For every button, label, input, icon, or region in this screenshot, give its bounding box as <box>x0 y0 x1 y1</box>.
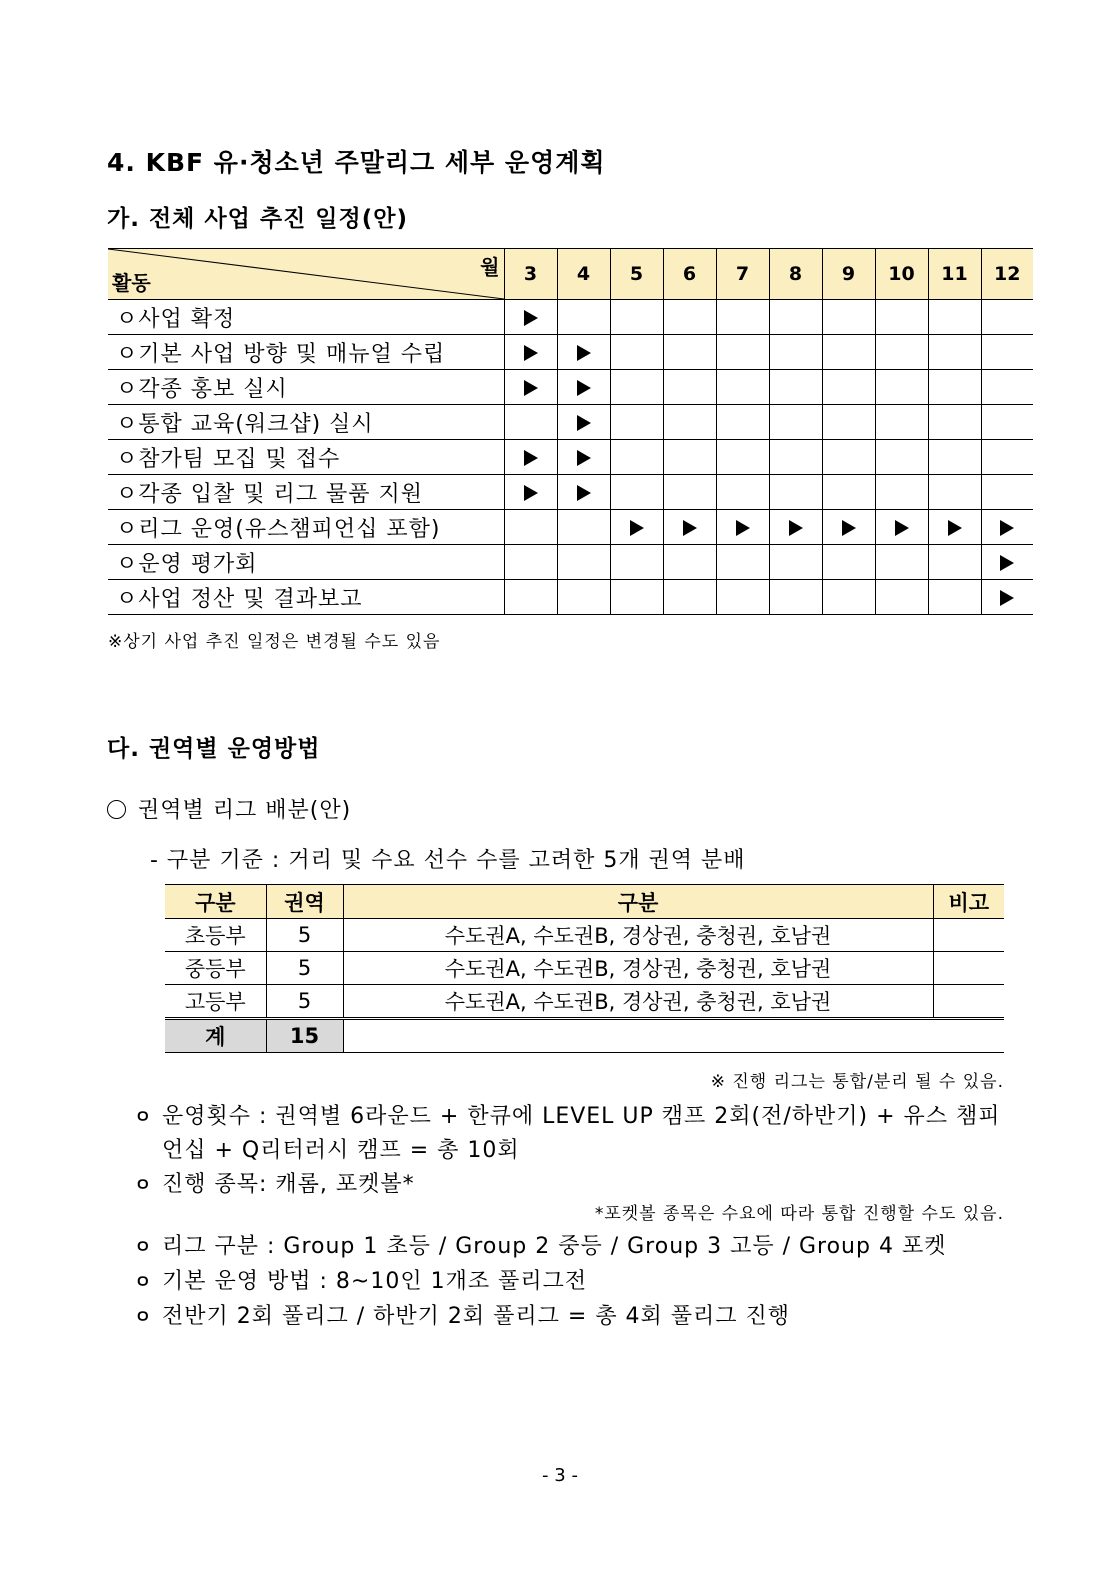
region-total-label: 계 <box>165 1019 266 1053</box>
region-division: 고등부 <box>165 985 266 1019</box>
activity-label: ㅇ기본 사업 방향 및 매뉴얼 수립 <box>108 335 504 370</box>
play-arrow-icon <box>630 520 644 536</box>
schedule-cell <box>504 440 557 475</box>
schedule-cell <box>769 335 822 370</box>
schedule-cell <box>928 510 981 545</box>
schedule-cell <box>610 510 663 545</box>
schedule-cell <box>557 370 610 405</box>
schedule-cell <box>610 475 663 510</box>
schedule-cell <box>822 370 875 405</box>
schedule-cell <box>716 335 769 370</box>
schedule-cell <box>981 335 1033 370</box>
bullet-text: 기본 운영 방법 : 8~10인 1개조 풀리그전 <box>162 1269 588 1294</box>
schedule-row <box>108 475 1033 510</box>
schedule-cell <box>769 510 822 545</box>
schedule-cell <box>610 580 663 615</box>
schedule-cell <box>875 405 928 440</box>
schedule-cell <box>769 300 822 335</box>
bullet-text: 리그 구분 : Group 1 초등 / Group 2 중등 / Group 3 고등 / Group 4 포켓 <box>162 1234 947 1259</box>
bullet-marker: ㅇ <box>134 1272 153 1293</box>
schedule-cell <box>928 405 981 440</box>
schedule-cell <box>716 370 769 405</box>
schedule-cell <box>928 475 981 510</box>
month-header: 10 <box>875 249 928 300</box>
schedule-heading: 가. 전체 사업 추진 일정(안) <box>107 206 408 232</box>
schedule-cell <box>928 300 981 335</box>
schedule-cell <box>663 300 716 335</box>
region-row <box>165 985 1004 1019</box>
schedule-note: ※상기 사업 추진 일정은 변경될 수도 있음 <box>108 632 441 652</box>
region-heading: 다. 권역별 운영방법 <box>107 736 321 762</box>
region-division: 초등부 <box>165 919 266 952</box>
activity-label: ㅇ사업 확정 <box>108 300 504 335</box>
region-criteria: - 구분 기준 : 거리 및 수요 선수 수를 고려한 5개 권역 분배 <box>150 848 746 873</box>
schedule-cell <box>557 440 610 475</box>
schedule-cell <box>928 545 981 580</box>
region-bullet <box>107 793 351 824</box>
bullet-operation-count <box>134 1099 1001 1130</box>
region-total-blank <box>343 1019 1004 1053</box>
bullet-marker: ㅇ <box>134 1307 153 1328</box>
schedule-cell <box>663 475 716 510</box>
schedule-cell <box>716 580 769 615</box>
region-row <box>165 919 1004 952</box>
region-list: 수도권A, 수도권B, 경상권, 충청권, 호남권 <box>343 952 933 985</box>
bullet-marker: ㅇ <box>134 1107 153 1128</box>
schedule-cell <box>663 580 716 615</box>
region-note-text: ※ 진행 리그는 통합/분리 될 수 있음. <box>710 1072 1004 1092</box>
bullet-marker: ㅇ <box>134 1237 153 1258</box>
schedule-cell <box>981 440 1033 475</box>
region-header-row <box>165 885 1004 919</box>
schedule-cell <box>504 300 557 335</box>
schedule-cell <box>610 300 663 335</box>
play-arrow-icon <box>577 415 591 431</box>
schedule-cell <box>822 475 875 510</box>
schedule-cell <box>716 440 769 475</box>
schedule-cell <box>663 545 716 580</box>
region-header-count: 권역 <box>266 885 343 919</box>
schedule-cell <box>981 545 1033 580</box>
bullet-text: 진행 종목: 캐롬, 포켓볼* <box>162 1172 415 1197</box>
month-header: 4 <box>557 249 610 300</box>
schedule-cell <box>822 510 875 545</box>
schedule-row <box>108 335 1033 370</box>
month-axis-label: 월 <box>480 255 500 279</box>
schedule-cell <box>875 510 928 545</box>
bullet-text: 운영횟수 : 권역별 6라운드 + 한큐에 LEVEL UP 캠프 2회(전/하반기) + 유스 챔피 <box>162 1104 1001 1129</box>
activity-axis-label: 활동 <box>112 271 151 295</box>
region-total-row <box>165 1019 1004 1053</box>
play-arrow-icon <box>1000 520 1014 536</box>
schedule-cell <box>769 475 822 510</box>
schedule-cell <box>928 440 981 475</box>
play-arrow-icon <box>736 520 750 536</box>
activity-label: ㅇ참가팀 모집 및 접수 <box>108 440 504 475</box>
schedule-cell <box>504 370 557 405</box>
activity-label: ㅇ사업 정산 및 결과보고 <box>108 580 504 615</box>
play-arrow-icon <box>524 345 538 361</box>
schedule-cell <box>875 440 928 475</box>
region-list: 수도권A, 수도권B, 경상권, 충청권, 호남권 <box>343 919 933 952</box>
schedule-cell <box>875 545 928 580</box>
schedule-body <box>108 300 1033 615</box>
schedule-cell <box>663 405 716 440</box>
region-table <box>165 884 1004 1053</box>
schedule-cell <box>875 370 928 405</box>
schedule-cell <box>504 475 557 510</box>
schedule-cell <box>822 580 875 615</box>
schedule-cell <box>610 440 663 475</box>
activity-label: ㅇ각종 입찰 및 리그 물품 지원 <box>108 475 504 510</box>
bullet-full-league <box>134 1299 790 1330</box>
activity-label: ㅇ리그 운영(유스챔피언십 포함) <box>108 510 504 545</box>
schedule-table <box>108 248 1033 615</box>
play-arrow-icon <box>524 380 538 396</box>
play-arrow-icon <box>524 310 538 326</box>
section-title: 4. KBF 유·청소년 주말리그 세부 운영계획 <box>107 148 606 177</box>
region-header-division: 구분 <box>165 885 266 919</box>
month-header: 3 <box>504 249 557 300</box>
region-header-note: 비고 <box>933 885 1004 919</box>
play-arrow-icon <box>1000 555 1014 571</box>
schedule-cell <box>610 335 663 370</box>
schedule-cell <box>504 405 557 440</box>
schedule-cell <box>610 545 663 580</box>
play-arrow-icon <box>895 520 909 536</box>
schedule-cell <box>981 475 1033 510</box>
schedule-cell <box>557 510 610 545</box>
bullet-marker: ㅇ <box>134 1175 153 1196</box>
schedule-cell <box>981 580 1033 615</box>
schedule-cell <box>875 580 928 615</box>
schedule-cell <box>557 475 610 510</box>
schedule-cell <box>875 300 928 335</box>
region-header-regions: 구분 <box>343 885 933 919</box>
schedule-cell <box>769 370 822 405</box>
region-list: 수도권A, 수도권B, 경상권, 충청권, 호남권 <box>343 985 933 1019</box>
schedule-cell <box>928 335 981 370</box>
play-arrow-icon <box>1000 590 1014 606</box>
schedule-cell <box>822 335 875 370</box>
month-header: 8 <box>769 249 822 300</box>
schedule-cell <box>504 335 557 370</box>
region-note <box>933 952 1004 985</box>
page-number: - 3 - <box>542 1465 578 1486</box>
play-arrow-icon <box>524 450 538 466</box>
play-arrow-icon <box>524 485 538 501</box>
region-count: 5 <box>266 919 343 952</box>
schedule-cell <box>557 335 610 370</box>
region-note <box>933 985 1004 1019</box>
schedule-cell <box>610 405 663 440</box>
bullet-text: 전반기 2회 풀리그 / 하반기 2회 풀리그 = 총 4회 풀리그 진행 <box>162 1304 791 1329</box>
schedule-cell <box>557 545 610 580</box>
schedule-cell <box>928 580 981 615</box>
schedule-cell <box>928 370 981 405</box>
schedule-cell <box>716 300 769 335</box>
activity-label: ㅇ통합 교육(워크샵) 실시 <box>108 405 504 440</box>
play-arrow-icon <box>948 520 962 536</box>
play-arrow-icon <box>577 380 591 396</box>
pocketball-note: *포켓볼 종목은 수요에 따라 통합 진행할 수도 있음. <box>594 1204 1004 1224</box>
schedule-cell <box>981 300 1033 335</box>
schedule-cell <box>769 580 822 615</box>
bullet-basic-method <box>134 1264 587 1295</box>
month-header: 9 <box>822 249 875 300</box>
schedule-cell <box>557 300 610 335</box>
play-arrow-icon <box>842 520 856 536</box>
region-total-value: 15 <box>266 1019 343 1053</box>
schedule-row <box>108 300 1033 335</box>
schedule-cell <box>610 370 663 405</box>
schedule-cell <box>716 405 769 440</box>
schedule-cell <box>769 545 822 580</box>
month-header: 7 <box>716 249 769 300</box>
schedule-cell <box>663 335 716 370</box>
month-header: 11 <box>928 249 981 300</box>
schedule-cell <box>557 405 610 440</box>
schedule-cell <box>716 510 769 545</box>
schedule-cell <box>822 545 875 580</box>
schedule-header-row <box>108 249 1033 300</box>
activity-label: ㅇ운영 평가회 <box>108 545 504 580</box>
schedule-cell <box>557 580 610 615</box>
schedule-cell <box>504 545 557 580</box>
schedule-cell <box>663 440 716 475</box>
play-arrow-icon <box>683 520 697 536</box>
schedule-row <box>108 405 1033 440</box>
play-arrow-icon <box>577 485 591 501</box>
schedule-cell <box>875 335 928 370</box>
region-count: 5 <box>266 952 343 985</box>
schedule-cell <box>822 300 875 335</box>
schedule-row <box>108 370 1033 405</box>
bullet-league-groups <box>134 1229 946 1260</box>
schedule-cell <box>716 475 769 510</box>
schedule-cell <box>716 545 769 580</box>
schedule-cell <box>504 580 557 615</box>
schedule-row <box>108 440 1033 475</box>
region-division: 중등부 <box>165 952 266 985</box>
schedule-cell <box>822 405 875 440</box>
region-row <box>165 952 1004 985</box>
schedule-cell <box>769 405 822 440</box>
schedule-corner-cell <box>108 249 504 300</box>
schedule-cell <box>875 475 928 510</box>
month-header: 12 <box>981 249 1033 300</box>
region-bullet-text: 권역별 리그 배분(안) <box>138 798 352 823</box>
schedule-cell <box>981 370 1033 405</box>
schedule-cell <box>663 370 716 405</box>
schedule-row <box>108 510 1033 545</box>
region-note <box>933 919 1004 952</box>
schedule-cell <box>981 405 1033 440</box>
bullet-events <box>134 1167 415 1198</box>
play-arrow-icon <box>577 450 591 466</box>
schedule-cell <box>981 510 1033 545</box>
bullet-operation-count-cont: 언십 + Q리터러시 캠프 = 총 10회 <box>162 1138 520 1163</box>
schedule-cell <box>769 440 822 475</box>
corner-diagonal <box>108 249 504 299</box>
schedule-row <box>108 545 1033 580</box>
circle-bullet-icon <box>107 800 126 819</box>
schedule-cell <box>822 440 875 475</box>
month-header: 6 <box>663 249 716 300</box>
play-arrow-icon <box>789 520 803 536</box>
schedule-cell <box>504 510 557 545</box>
play-arrow-icon <box>577 345 591 361</box>
month-header: 5 <box>610 249 663 300</box>
activity-label: ㅇ각종 홍보 실시 <box>108 370 504 405</box>
schedule-cell <box>663 510 716 545</box>
region-count: 5 <box>266 985 343 1019</box>
schedule-row <box>108 580 1033 615</box>
